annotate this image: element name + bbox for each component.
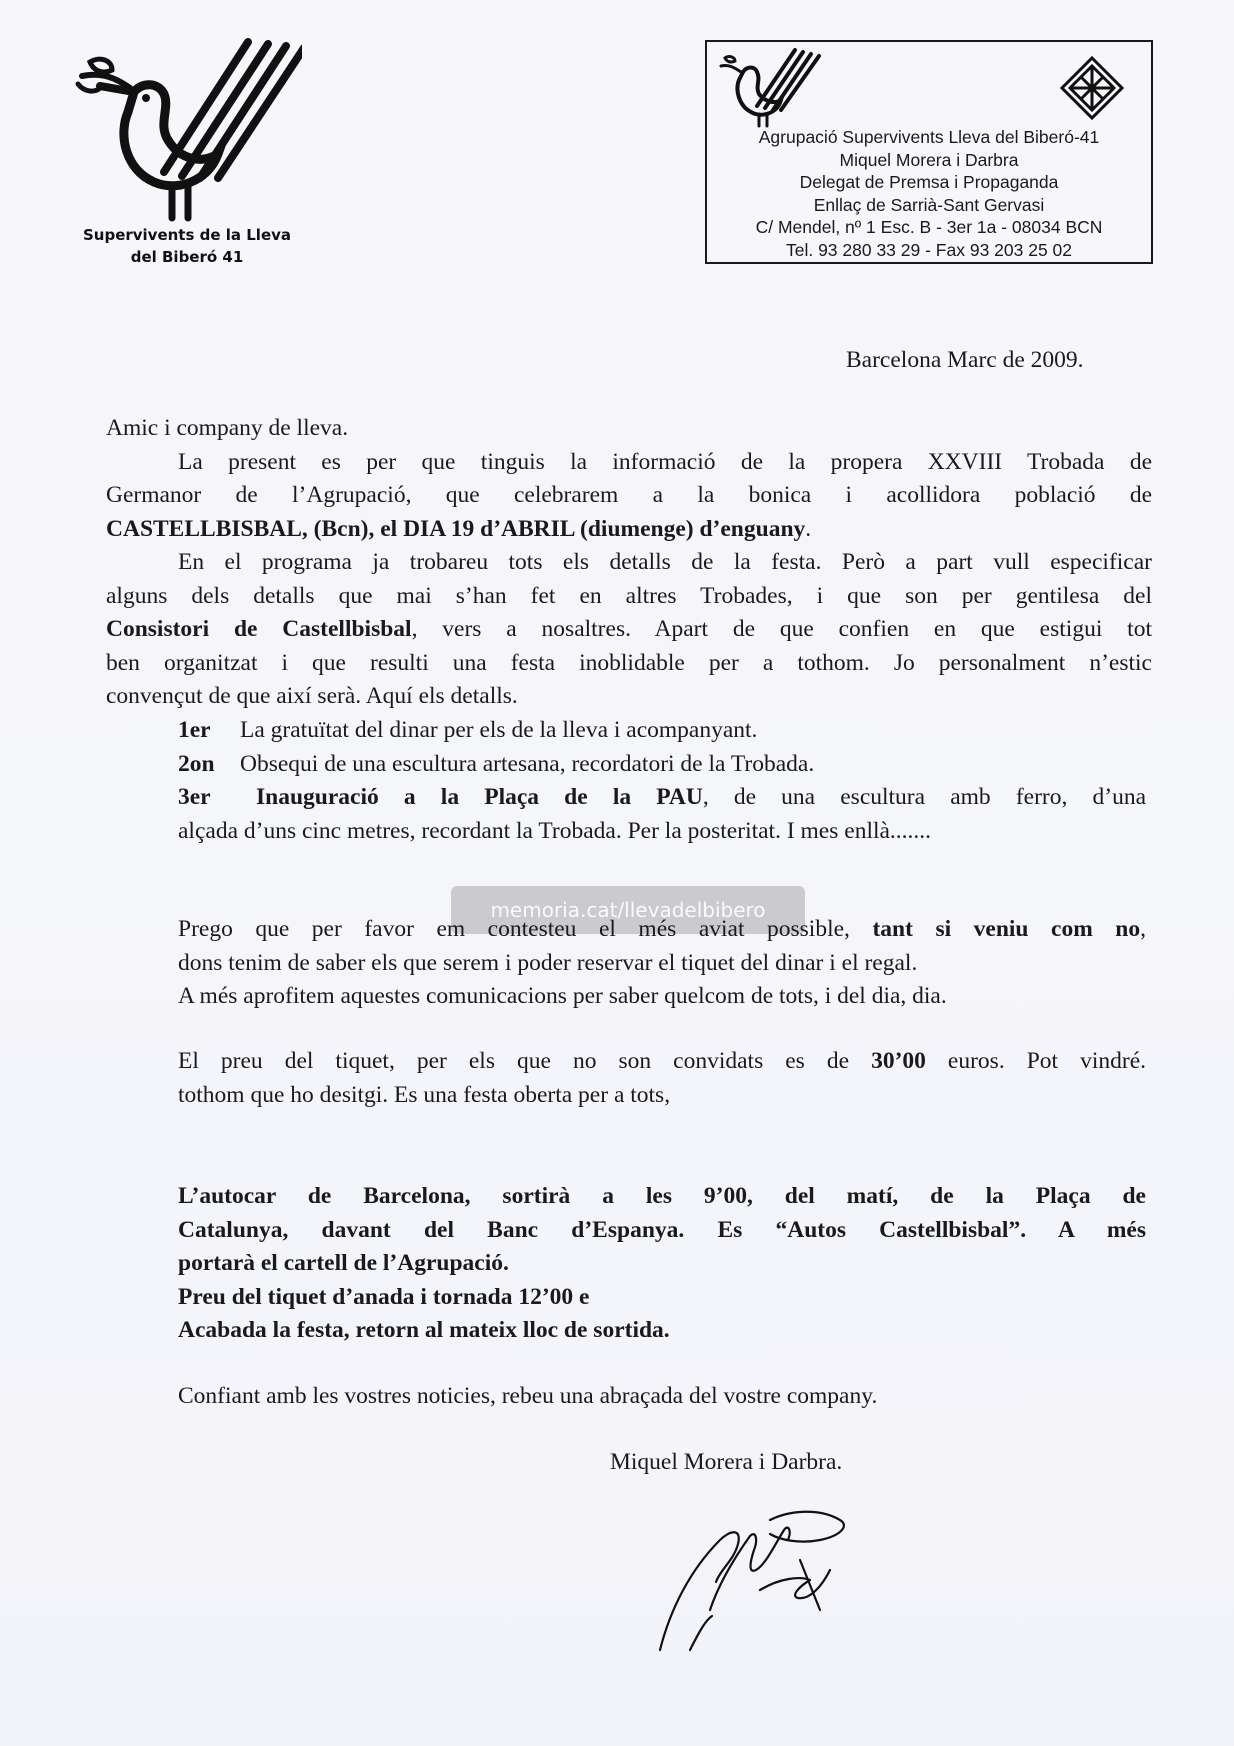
letter-body-intro xyxy=(106,412,1152,714)
ticket-price-paragraph xyxy=(178,1045,1146,1112)
closing-line: Confiant amb les vostres noticies, rebeu una abraçada del vostre company. xyxy=(178,1383,878,1409)
dove-logo-icon xyxy=(72,32,302,222)
handwritten-signature xyxy=(650,1500,910,1660)
district-emblem-icon xyxy=(1060,56,1124,120)
stamp-text xyxy=(707,126,1151,261)
p3-line1 xyxy=(178,913,1146,947)
detail-item-1-number: 1er xyxy=(178,717,211,743)
stamp-line1: Agrupació Supervivents Lleva del Biberó-41 xyxy=(758,127,1100,147)
detail-item-3 xyxy=(178,781,1146,848)
stamp-line5: C/ Mendel, nº 1 Esc. B - 3er 1a - 08034 BCN xyxy=(755,217,1103,237)
stamp-line4: Enllaç de Sarrià-Sant Gervasi xyxy=(813,194,1045,215)
p2-line3-rest: , vers a nosaltres. Apart de que confien en que estigui tot xyxy=(411,616,1152,642)
detail-item-2 xyxy=(178,748,814,782)
logo-caption-line1: Supervivents de la Lleva xyxy=(82,226,292,244)
detail-item-3-rest: , de una escultura amb ferro, d’una xyxy=(702,784,1146,810)
association-logo xyxy=(62,32,302,272)
stamp-line6: Tel. 93 280 33 29 - Fax 93 203 25 02 xyxy=(785,239,1073,260)
stamp-line2: Miquel Morera i Darbra xyxy=(839,149,1019,170)
p4-line1 xyxy=(178,1045,1146,1079)
signer-name: Miquel Morera i Darbra. xyxy=(610,1449,843,1475)
p3-line1-start: Prego que per favor em contesteu el més aviat possible, xyxy=(178,916,873,942)
p1-line3-end: . xyxy=(805,515,812,542)
p2-line1: En el programa ja trobareu tots els detalls de la festa. Però a part vull especificar xyxy=(178,549,1152,575)
detail-item-2-text: Obsequi de una escultura artesana, recordatori de la Trobada. xyxy=(240,751,815,777)
p2-line3-bold: Consistori de Castellbisbal xyxy=(106,616,412,642)
p4-line1-price: 30’00 xyxy=(871,1048,926,1074)
detail-item-3-number: 3er xyxy=(178,784,211,810)
detail-item-3-line1 xyxy=(178,781,1146,815)
p4-line2: tothom que ho desitgi. Es una festa oberta per a tots, xyxy=(178,1081,671,1108)
detail-item-3-line2: alçada d’uns cinc metres, recordant la Trobada. Per la posteritat. I mes enllà....... xyxy=(178,817,932,844)
detail-item-2-number: 2on xyxy=(178,751,215,777)
greeting: Amic i company de lleva. xyxy=(106,415,349,441)
watermark-badge: memoria.cat/llevadelbibero xyxy=(451,886,805,934)
detail-item-1 xyxy=(178,714,757,748)
p2-line2: alguns dels detalls que mai s’han fet en altres Trobades, i que son per gentilesa del xyxy=(106,582,1152,609)
detail-item-1-text: La gratuïtat del dinar per els de la lleva i acompanyant. xyxy=(240,717,758,743)
p1-line3 xyxy=(106,513,1152,547)
stamp-line3: Delegat de Premsa i Propaganda xyxy=(799,172,1059,192)
letterhead-stamp xyxy=(705,40,1153,264)
dove-stamp-icon xyxy=(717,46,827,128)
reply-request-paragraph xyxy=(178,913,1146,1014)
p5-line2: Catalunya, davant del Banc d’Espanya. Es “Autos Castellbisbal”. A més xyxy=(178,1216,1146,1243)
p2-line4: ben organitzat i que resulti una festa inoblidable per a tothom. Jo personalment n’estic xyxy=(106,649,1152,676)
p3-line1-end: , xyxy=(1140,916,1147,942)
p3-line1-bold: tant si veniu com no xyxy=(872,916,1141,942)
p1-line3-bold: CASTELLBISBAL, (Bcn), el DIA 19 d’ABRIL (diumenge) d’enguany xyxy=(106,515,806,542)
p5-line1: L’autocar de Barcelona, sortirà a les 9’00, del matí, de la Plaça de xyxy=(178,1183,1146,1209)
p1-line2: Germanor de l’Agrupació, que celebrarem a la bonica i acollidora població de xyxy=(106,482,1152,508)
p3-line3: A més aprofitem aquestes comunicacions per saber quelcom de tots, i del dia, dia. xyxy=(178,983,947,1009)
p5-line4: Preu del tiquet d’anada i tornada 12’00 e xyxy=(178,1283,590,1310)
logo-caption xyxy=(62,224,312,268)
p5-line5: Acabada la festa, retorn al mateix lloc de sortida. xyxy=(178,1317,670,1343)
p3-line2: dons tenim de saber els que serem i poder reservar el tiquet del dinar i el regal. xyxy=(178,949,918,976)
p4-line1-start: El preu del tiquet, per els que no son convidats es de xyxy=(178,1048,872,1074)
detail-item-3-bold: Inauguració a la Plaça de la PAU xyxy=(256,784,703,810)
p2-line5: convençut de que així serà. Aquí els detalls. xyxy=(106,683,518,709)
logo-caption-line2: del Biberó 41 xyxy=(130,248,244,266)
bus-info-paragraph xyxy=(178,1180,1146,1348)
p4-line1-end: euros. Pot vindré. xyxy=(925,1048,1147,1074)
letter-date: Barcelona Marc de 2009. xyxy=(846,347,1084,373)
p5-line3: portarà el cartell de l’Agrupació. xyxy=(178,1250,509,1276)
p2-line3 xyxy=(106,613,1152,647)
p1-line1: La present es per que tinguis la informació de la propera XXVIII Trobada de xyxy=(178,448,1152,475)
